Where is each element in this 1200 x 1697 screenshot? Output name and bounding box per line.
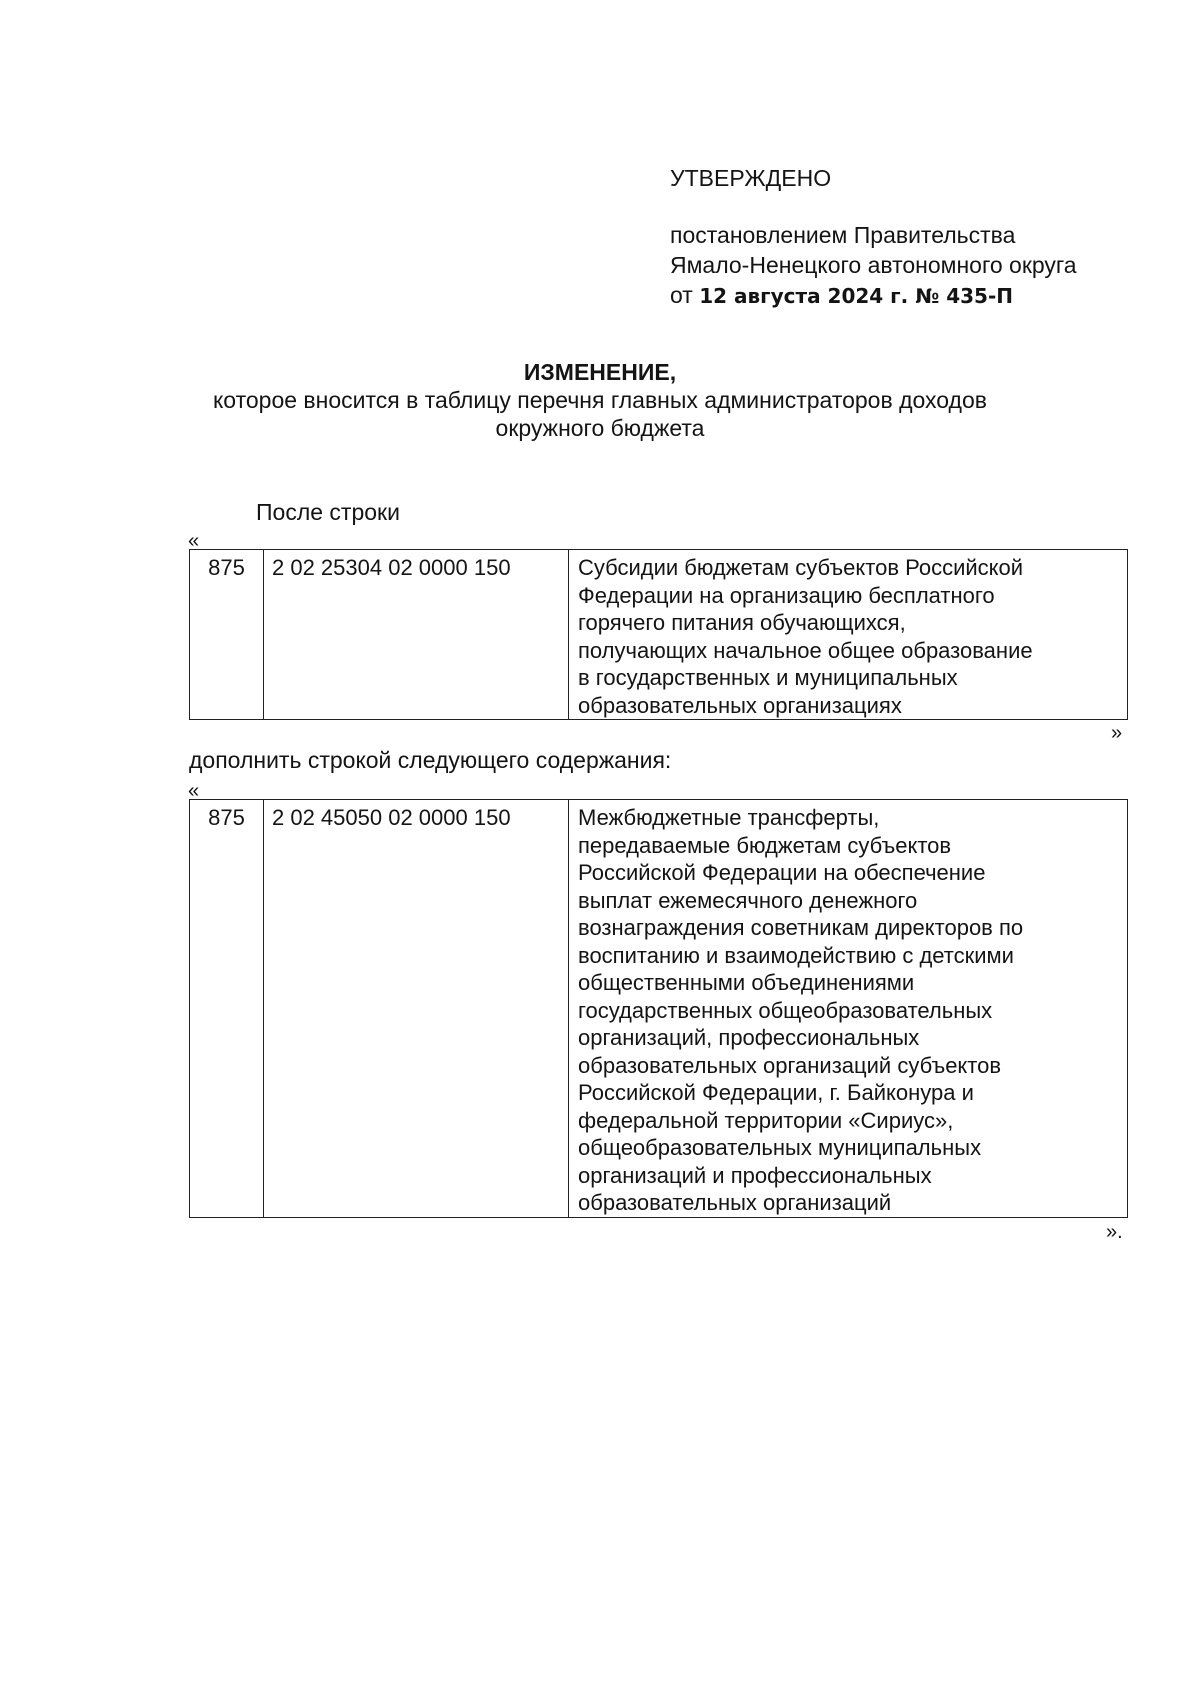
income-name-line: вознаграждения советникам директоров по (578, 915, 1024, 940)
add-row-label: дополнить строкой следующего содержания: (189, 747, 672, 773)
open-quote-1: « (188, 530, 200, 552)
table-added-row (189, 799, 1128, 1218)
table-existing-row (189, 549, 1128, 720)
document-subtitle-line-2: окружного бюджета (495, 415, 705, 441)
income-name-line: передаваемые бюджетам субъектов (578, 832, 952, 858)
table-row (190, 550, 1128, 720)
income-name-line: федеральной территории «Сириус», (578, 1107, 954, 1133)
admin-code-cell: 875 (190, 800, 264, 1218)
income-name-line: образовательных организаций субъектов (578, 1052, 1002, 1078)
income-name-cell (569, 550, 1128, 720)
income-name-cell (569, 800, 1128, 1218)
income-name-line: организаций, профессиональных (578, 1025, 920, 1050)
income-name-line: государственных общеобразовательных (578, 997, 993, 1023)
income-name-line: Межбюджетные трансферты, (578, 805, 880, 830)
table-row (190, 800, 1128, 1218)
income-name-line: образовательных организаций (578, 1190, 892, 1215)
income-name-line: в государственных и муниципальных (578, 665, 958, 690)
date-value: 12 августа 2024 г. № 435-П (699, 284, 1014, 308)
approval-line-2: Ямало-Ненецкого автономного округа (670, 252, 1077, 278)
income-name-line: выплат ежемесячного денежного (578, 887, 918, 913)
income-name-line: горячего питания обучающихся, (578, 610, 906, 635)
income-name-line: Российской Федерации на обеспечение (578, 860, 986, 885)
income-name-line: организаций и профессиональных (578, 1162, 932, 1188)
income-name-line: Российской Федерации, г. Байконура и (578, 1080, 974, 1105)
document-subtitle-line-1: которое вносится в таблицу перечня главных администраторов доходов (212, 387, 987, 413)
income-name-line: общеобразовательных муниципальных (578, 1135, 982, 1160)
close-quote-1: » (1111, 722, 1123, 744)
approval-block (670, 163, 1077, 311)
admin-code-cell: 875 (190, 550, 264, 720)
approval-date-line (670, 280, 1077, 311)
income-name-line: получающих начальное общее образование (578, 637, 1033, 663)
approval-line-1: постановлением Правительства (670, 222, 1016, 248)
income-name-line: Федерации на организацию бесплатного (578, 582, 995, 608)
document-heading (0, 358, 1200, 442)
document-title: ИЗМЕНЕНИЕ, (523, 359, 677, 385)
close-quote-2: ». (1106, 1221, 1123, 1243)
open-quote-2: « (188, 780, 200, 802)
after-row-label: После строки (256, 499, 400, 525)
kbk-code-cell: 2 02 25304 02 0000 150 (264, 550, 569, 720)
date-prefix: от (670, 282, 693, 308)
income-name-line: образовательных организациях (578, 692, 902, 718)
approved-label: УТВЕРЖДЕНО (670, 165, 832, 191)
kbk-code-cell: 2 02 45050 02 0000 150 (264, 800, 569, 1218)
income-name-line: Субсидии бюджетам субъектов Российской (578, 555, 1024, 580)
income-name-line: воспитанию и взаимодействию с детскими (578, 942, 1014, 968)
income-name-line: общественными объединениями (578, 970, 915, 995)
